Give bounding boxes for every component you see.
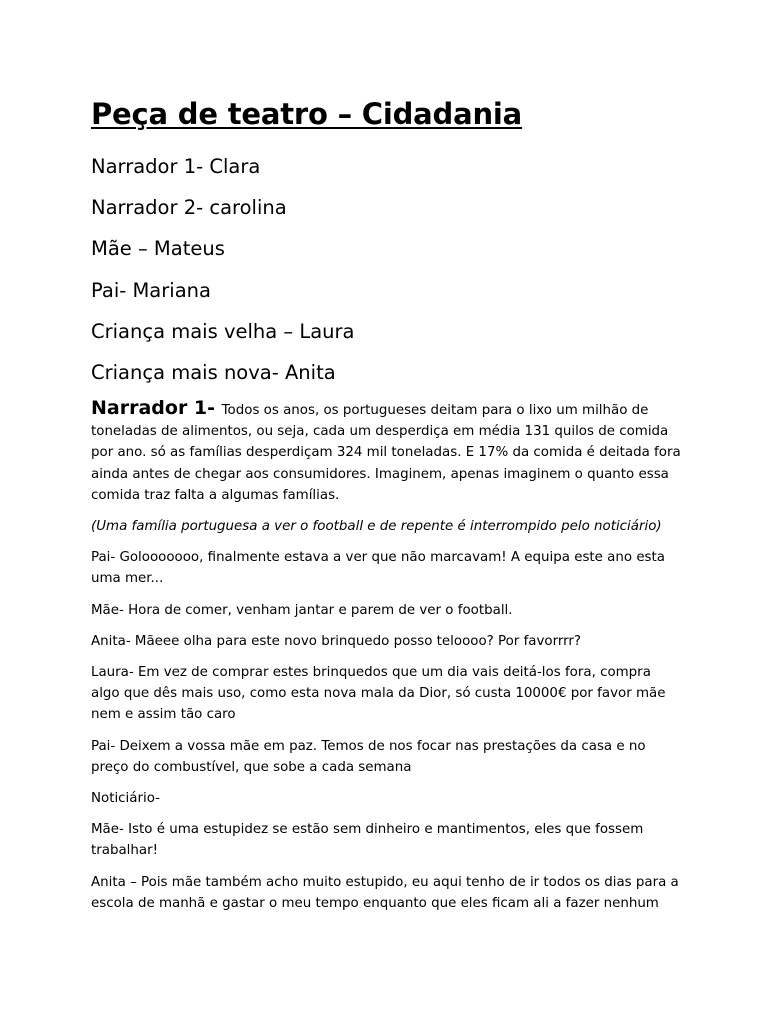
dialogue-line: Laura- Em vez de comprar estes brinquedos que um dia vais deitá-los fora, compra algo que dês mais uso, como esta nova mala da Dior, só custa 10000€ por favor mãe nem e assim tão caro bbox=[91, 665, 666, 723]
cast-item: Narrador 2- carolina bbox=[91, 196, 287, 220]
intro-text: Todos os anos, os portugueses deitam para o lixo um milhão de toneladas de alimentos, ou seja, cada um desperdiça em média 131 quilos de comida por ano. só as famílias desperdiçam 324 mil toneladas. E 17% da comida é deitada fora ainda antes de chegar aos consumidores. Imaginem, apenas imaginem o quanto essa comida traz falta a algumas famílias. bbox=[91, 403, 681, 503]
dialogue-line: Mãe- Hora de comer, venham jantar e parem de ver o football. bbox=[91, 602, 513, 618]
cast-item: Narrador 1- Clara bbox=[91, 155, 261, 178]
dialogue-line: Anita- Mãeee olha para este novo brinquedo posso teloooo? Por favorrrr? bbox=[91, 633, 582, 649]
cast-item: Criança mais velha – Laura bbox=[91, 319, 355, 343]
cast-item: Criança mais nova- Anita bbox=[91, 360, 336, 384]
stage-direction: (Uma família portuguesa a ver o football e de repente é interrompido pelo noticiário) bbox=[91, 519, 662, 535]
intro-speaker: Narrador 1- bbox=[91, 397, 222, 419]
dialogue-line: Mãe- Isto é uma estupidez se estão sem dinheiro e mantimentos, eles que fossem trabalhar! bbox=[91, 822, 644, 859]
cast-item: Mãe – Mateus bbox=[91, 237, 225, 261]
dialogue-line: Anita – Pois mãe também acho muito estupido, eu aqui tenho de ir todos os dias para a escola de manhã e gastar o meu tempo enquanto que eles ficam ali a fazer nenhum bbox=[91, 874, 679, 911]
cast-item: Pai- Mariana bbox=[91, 278, 211, 302]
dialogue-line: Noticiário- bbox=[91, 791, 160, 807]
dialogue-line: Pai- Golooooooo, finalmente estava a ver que não marcavam! A equipa este ano esta uma mer... bbox=[91, 550, 665, 587]
dialogue-line: Pai- Deixem a vossa mãe em paz. Temos de nos focar nas prestações da casa e no preço do combustível, que sobe a cada semana bbox=[91, 738, 646, 775]
script-body bbox=[91, 398, 681, 924]
play-title: Peça de teatro – Cidadania bbox=[91, 97, 523, 131]
intro-paragraph bbox=[91, 398, 681, 506]
cast-list bbox=[91, 153, 355, 400]
